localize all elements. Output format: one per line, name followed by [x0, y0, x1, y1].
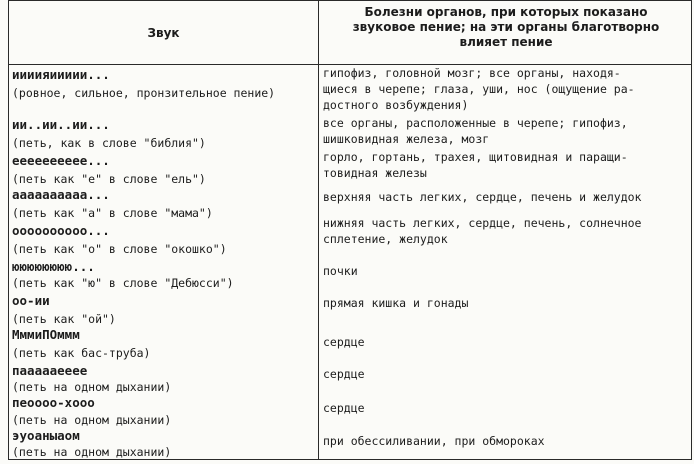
row-5-note: (петь как "о" в слове "окошко") — [12, 242, 227, 256]
row-2-sound: ии..ии..ии... — [12, 117, 110, 132]
row-5-organs-line-2: сплетение, желудок — [323, 232, 448, 246]
column-divider — [318, 1, 319, 459]
row-8-sound: МммиПОммм — [12, 327, 80, 342]
row-7-sound: оо-ии — [12, 293, 50, 308]
row-10-sound: пеоооо-хооо — [12, 395, 95, 410]
row-10-organs-line-1: сердце — [323, 401, 365, 415]
sound-organs-table — [8, 0, 692, 460]
row-4-sound: аааааааааа... — [12, 187, 110, 202]
row-1-sound: иииияиииии... — [12, 67, 110, 82]
row-3-organs-line-2: товидная железы — [323, 166, 427, 180]
row-2-note: (петь, как в слове "библия") — [12, 136, 206, 150]
row-1-organs-line-1: гипофиз, головной мозг; все органы, находя- — [323, 66, 621, 80]
row-6-note: (петь как "ю" в слове "Дебюсси") — [12, 276, 234, 290]
row-1-organs-line-3: достного возбуждения) — [323, 98, 469, 112]
row-10-note: (петь на одном дыхании) — [12, 413, 172, 427]
header-sound: Звук — [147, 26, 180, 40]
row-8-organs-line-1: сердце — [323, 335, 365, 349]
row-9-organs-line-1: сердце — [323, 367, 365, 381]
header-organs: Болезни органов, при которых показано звуковое пение; на эти органы благотворно влияет пение — [352, 5, 660, 49]
row-3-note: (петь как "е" в слове "ель") — [12, 172, 206, 186]
row-4-organs-line-1: верхняя часть легких, сердце, печень и желудок — [323, 190, 642, 204]
row-3-sound: ееееееееее... — [12, 153, 110, 168]
row-1-note: (ровное, сильное, пронзительное пение) — [12, 86, 276, 100]
row-6-organs-line-1: почки — [323, 264, 358, 278]
row-11-note: (петь на одном дыхании) — [12, 445, 172, 459]
row-9-sound: паааааееее — [12, 363, 88, 378]
row-5-organs-line-1: нижняя часть легких, сердце, печень, солнечное — [323, 216, 642, 230]
row-7-note: (петь как "ой") — [12, 312, 116, 326]
row-11-organs-line-1: при обессиливании, при обмороках — [323, 434, 545, 448]
row-3-organs-line-1: горло, гортань, трахея, щитовидная и паращи- — [323, 150, 628, 164]
row-5-sound: оооооооооо... — [12, 223, 110, 238]
row-4-note: (петь как "а" в слове "мама") — [12, 206, 213, 220]
row-9-note: (петь на одном дыхании) — [12, 380, 172, 394]
row-1-organs-line-2: щиеся в черепе; глаза, уши, нос (ощущение ра- — [323, 82, 635, 96]
row-7-organs-line-1: прямая кишка и гонады — [323, 296, 469, 310]
row-8-note: (петь как бас-труба) — [12, 346, 151, 360]
row-6-sound: юююююююю... — [12, 259, 95, 274]
row-11-sound: эуоаныаом — [12, 428, 80, 443]
row-2-organs-line-1: все органы, расположенные в черепе; гипофиз, — [323, 116, 628, 130]
row-2-organs-line-2: шишковидная железа, мозг — [323, 132, 490, 146]
